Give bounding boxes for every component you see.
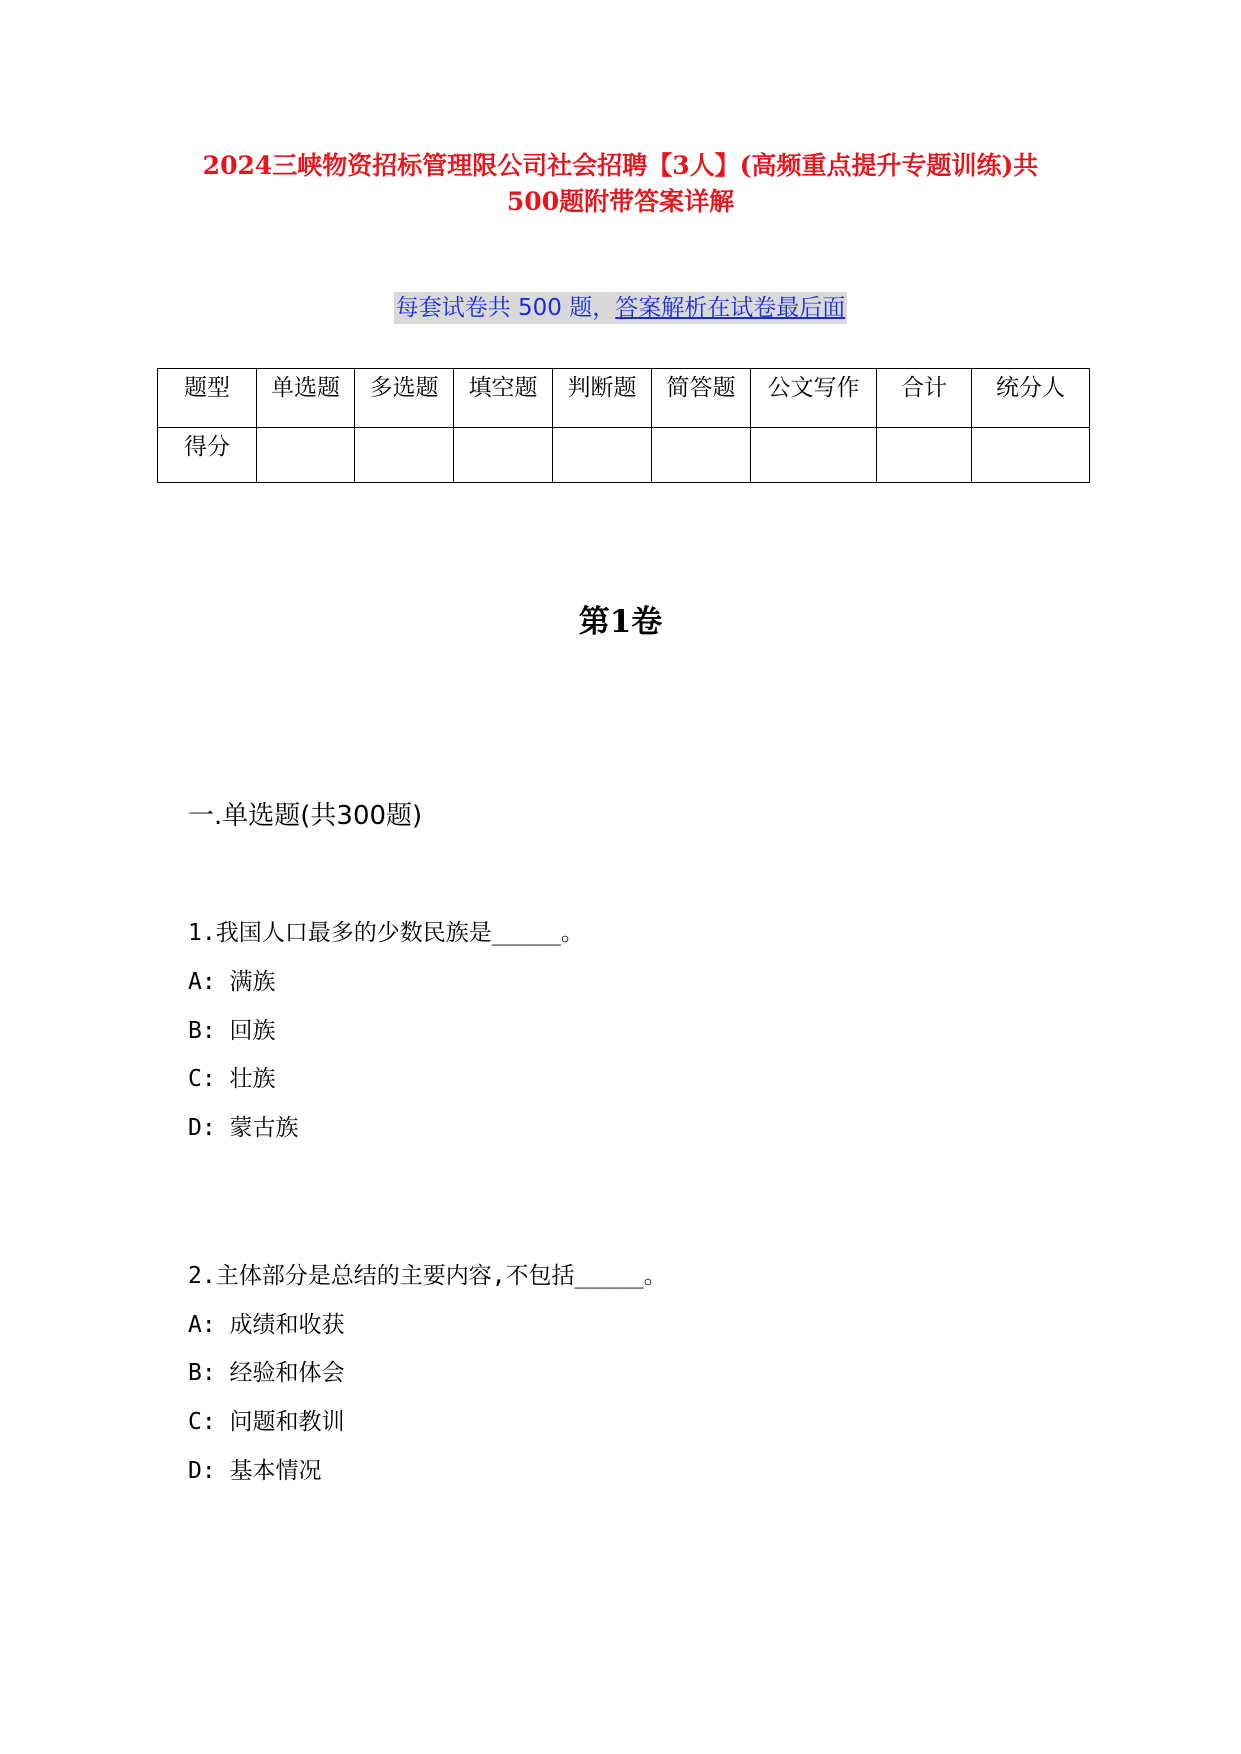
score-cell-scorer[interactable] <box>972 428 1090 483</box>
score-table <box>157 368 1090 483</box>
question-2-text: 2.主体部分是总结的主要内容,不包括_____。 <box>188 1263 667 1289</box>
score-cell-total[interactable] <box>877 428 972 483</box>
score-cell-official-writing[interactable] <box>751 428 877 483</box>
header-cell-single-choice: 单选题 <box>257 369 355 428</box>
question-1-option-b[interactable]: B: 回族 <box>188 1018 276 1044</box>
score-cell-short-answer[interactable] <box>652 428 751 483</box>
section-title: 一.单选题(共300题) <box>188 801 423 831</box>
score-cell-true-false[interactable] <box>553 428 652 483</box>
notice-container <box>0 292 1241 324</box>
question-1-option-c[interactable]: C: 壮族 <box>188 1066 276 1092</box>
header-cell-fill-blank: 填空题 <box>454 369 553 428</box>
question-2-option-c[interactable]: C: 问题和教训 <box>188 1409 345 1435</box>
notice-banner <box>394 292 848 324</box>
score-table-header-row <box>158 369 1090 428</box>
document-title-line2: 500题附带答案详解 <box>506 187 735 216</box>
score-row-label: 得分 <box>158 428 257 483</box>
volume-title: 第1卷 <box>578 604 663 640</box>
score-cell-single-choice[interactable] <box>257 428 355 483</box>
question-1-text: 1.我国人口最多的少数民族是_____。 <box>188 920 584 946</box>
question-1-option-a[interactable]: A: 满族 <box>188 969 276 995</box>
question-2-option-a[interactable]: A: 成绩和收获 <box>188 1312 345 1338</box>
score-cell-fill-blank[interactable] <box>454 428 553 483</box>
notice-text: 每套试卷共 500 题， <box>395 295 616 321</box>
score-cell-multiple-choice[interactable] <box>355 428 454 483</box>
header-cell-short-answer: 简答题 <box>652 369 751 428</box>
document-title-line1: 2024三峡物资招标管理限公司社会招聘【3人】(高频重点提升专题训练)共 <box>202 151 1039 180</box>
header-cell-scorer: 统分人 <box>972 369 1090 428</box>
header-cell-multiple-choice: 多选题 <box>355 369 454 428</box>
header-cell-type: 题型 <box>158 369 257 428</box>
question-2-option-d[interactable]: D: 基本情况 <box>188 1458 322 1484</box>
document-title <box>130 148 1111 220</box>
question-1-option-d[interactable]: D: 蒙古族 <box>188 1115 299 1141</box>
notice-answer-link[interactable]: 答案解析在试卷最后面 <box>615 295 846 321</box>
header-cell-true-false: 判断题 <box>553 369 652 428</box>
question-2-option-b[interactable]: B: 经验和体会 <box>188 1360 345 1386</box>
header-cell-total: 合计 <box>877 369 972 428</box>
score-table-score-row <box>158 428 1090 483</box>
header-cell-official-writing: 公文写作 <box>751 369 877 428</box>
